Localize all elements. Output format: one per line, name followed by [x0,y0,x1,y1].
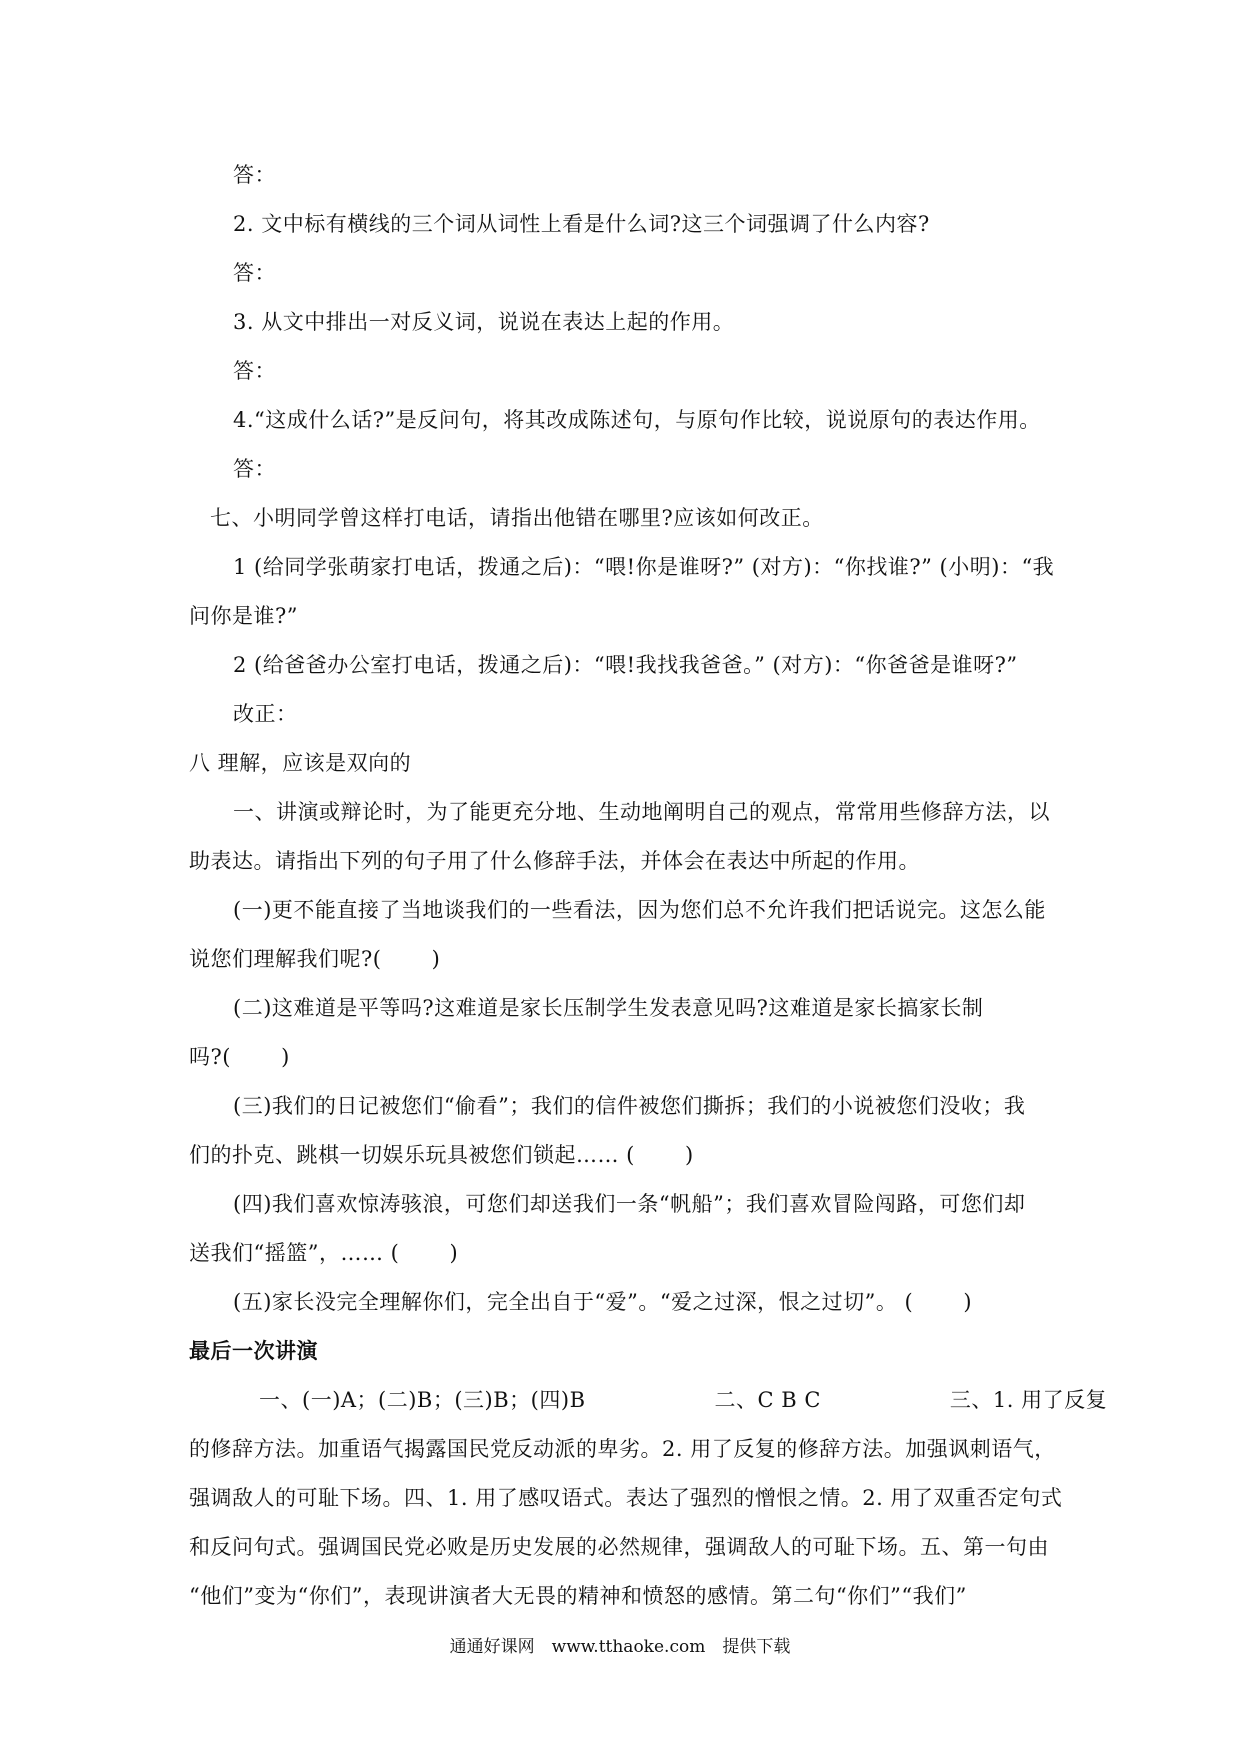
paragraph-line: (一)更不能直接了当地谈我们的一些看法，因为您们总不允许我们把话说完。这怎么能 [233,898,1046,922]
paragraph-line: (三)我们的日记被您们“偷看”；我们的信件被您们撕拆；我们的小说被您们没收；我 [233,1094,1026,1118]
answer-key-line: “他们”变为“你们”，表现讲演者大无畏的精神和愤怒的感情。第二句“你们”“我们” [189,1584,967,1608]
paragraph-line: 助表达。请指出下列的句子用了什么修辞手法，并体会在表达中所起的作用。 [189,849,920,873]
answer-key-line: 和反问句式。强调国民党必败是历史发展的必然规律，强调敌人的可耻下场。五、第一句由 [189,1535,1049,1559]
paragraph-line: 1 (给同学张萌家打电话，拨通之后)：“喂!你是谁呀?” (对方)：“你找谁?” (小明)：“我 [233,555,1055,579]
answer-key-line: 强调敌人的可耻下场。四、1. 用了感叹语式。表达了强烈的憎恨之情。2. 用了双重否定句式 [189,1486,1063,1510]
answer-line: 答： [233,163,276,187]
question-2: 2. 文中标有横线的三个词从词性上看是什么词?这三个词强调了什么内容? [233,212,930,236]
paragraph-line: 们的扑克、跳棋一切娱乐玩具被您们锁起…… ( ) [189,1143,694,1167]
answer-line: 答： [233,261,276,285]
correction-label: 改正： [233,702,298,726]
paragraph-line: 吗?( ) [189,1045,290,1069]
answer-key-line: 的修辞方法。加重语气揭露国民党反动派的卑劣。2. 用了反复的修辞方法。加强讽刺语气， [189,1437,1056,1461]
paragraph-line: (四)我们喜欢惊涛骇浪，可您们却送我们一条“帆船”；我们喜欢冒险闯路，可您们却 [233,1192,1026,1216]
section-7-heading: 七、小明同学曾这样打电话，请指出他错在哪里?应该如何改正。 [210,506,824,530]
section-title: 最后一次讲演 [189,1338,318,1363]
paragraph-line: 送我们“摇篮”，…… ( ) [189,1241,459,1265]
answer-line: 答： [233,359,276,383]
question-4: 4.“这成什么话?”是反问句，将其改成陈述句，与原句作比较，说说原句的表达作用。 [233,408,1041,432]
paragraph-line: 说您们理解我们呢?( ) [189,947,441,971]
question-3: 3. 从文中排出一对反义词，说说在表达上起的作用。 [233,310,735,334]
paragraph-line: 2 (给爸爸办公室打电话，拨通之后)：“喂!我找我爸爸。” (对方)：“你爸爸是谁呀?” [233,653,1018,677]
section-8-heading: 八 理解，应该是双向的 [189,751,412,775]
paragraph-line: 问你是谁?” [189,604,298,628]
paragraph-line: (五)家长没完全理解你们，完全出自于“爱”。“爱之过深，恨之过切”。 ( ) [233,1290,973,1314]
paragraph-line: 一、讲演或辩论时，为了能更充分地、生动地阐明自己的观点，常常用些修辞方法，以 [233,800,1050,824]
answer-line: 答： [233,457,276,481]
paragraph-line: (二)这难道是平等吗?这难道是家长压制学生发表意见吗?这难道是家长搞家长制 [233,996,984,1020]
answer-key-line: 一、(一)A；(二)B；(三)B；(四)B 二、C B C 三、1. 用了反复 [259,1388,1108,1412]
page-footer: 通通好课网 www.tthaoke.com 提供下载 [449,1637,791,1657]
